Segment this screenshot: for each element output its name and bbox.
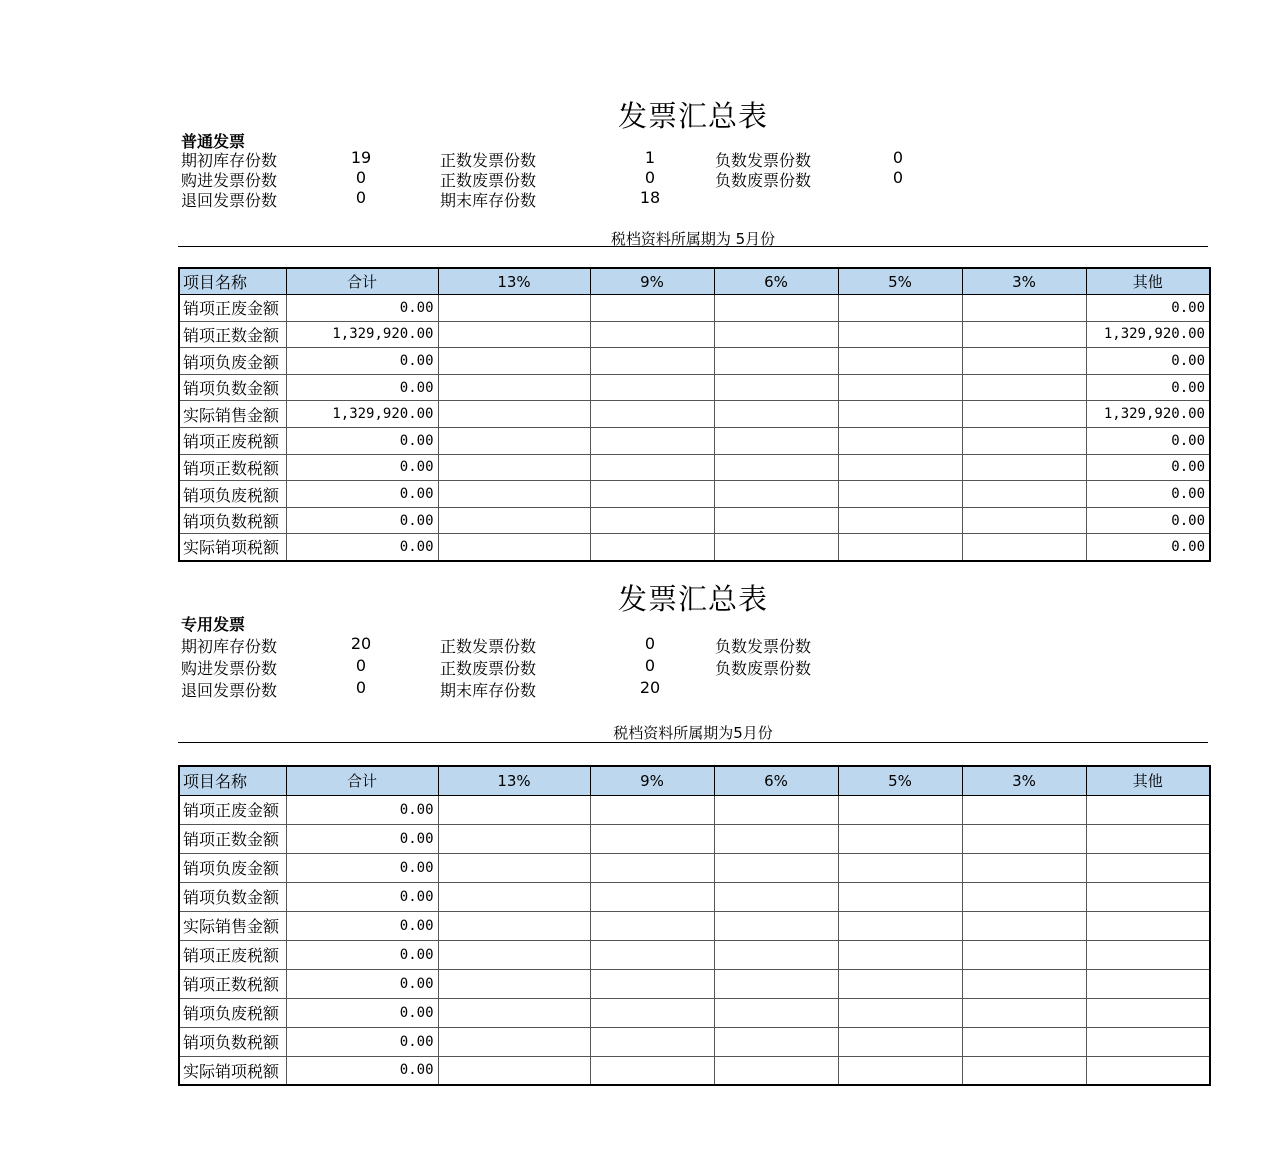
row-label: 实际销项税额 <box>179 534 286 561</box>
table-row <box>179 374 1210 401</box>
column-header: 6% <box>714 268 838 295</box>
stat-label: 负数发票份数 <box>715 637 812 656</box>
cell-6pct <box>714 882 838 911</box>
stat-label: 期末库存份数 <box>440 681 537 700</box>
cell-9pct <box>590 998 714 1027</box>
column-header: 其他 <box>1086 766 1210 795</box>
cell-13pct <box>438 401 590 428</box>
cell-9pct <box>590 374 714 401</box>
cell-13pct <box>438 795 590 824</box>
cell-6pct <box>714 295 838 322</box>
cell-other <box>1086 1027 1210 1056</box>
cell-5pct <box>838 481 962 508</box>
cell-6pct <box>714 428 838 455</box>
cell-other <box>1086 1056 1210 1085</box>
cell-3pct <box>962 374 1086 401</box>
cell-6pct <box>714 1056 838 1085</box>
row-label: 销项负数税额 <box>179 507 286 534</box>
row-label: 销项负数金额 <box>179 882 286 911</box>
cell-5pct <box>838 295 962 322</box>
stat-value: 20 <box>350 634 372 653</box>
stat-label: 负数发票份数 <box>715 151 812 170</box>
column-header: 9% <box>590 268 714 295</box>
cell-total: 0.00 <box>286 374 438 401</box>
cell-9pct <box>590 1056 714 1085</box>
row-label: 销项正废税额 <box>179 428 286 455</box>
column-header: 项目名称 <box>179 268 286 295</box>
stat-label: 退回发票份数 <box>181 681 278 700</box>
cell-9pct <box>590 940 714 969</box>
cell-other <box>1086 998 1210 1027</box>
cell-3pct <box>962 295 1086 322</box>
cell-13pct <box>438 940 590 969</box>
cell-9pct <box>590 428 714 455</box>
stat-label: 购进发票份数 <box>181 171 278 190</box>
cell-13pct <box>438 824 590 853</box>
cell-5pct <box>838 348 962 375</box>
cell-5pct <box>838 940 962 969</box>
cell-3pct <box>962 882 1086 911</box>
column-header: 项目名称 <box>179 766 286 795</box>
cell-total: 0.00 <box>286 1056 438 1085</box>
cell-3pct <box>962 911 1086 940</box>
cell-total: 0.00 <box>286 882 438 911</box>
cell-5pct <box>838 911 962 940</box>
table-row <box>179 911 1210 940</box>
row-label: 实际销项税额 <box>179 1056 286 1085</box>
cell-5pct <box>838 969 962 998</box>
table-row <box>179 454 1210 481</box>
cell-13pct <box>438 534 590 561</box>
stat-value: 0 <box>892 148 904 167</box>
stat-label: 期初库存份数 <box>181 637 278 656</box>
summary-table-1 <box>178 267 1211 562</box>
divider <box>178 246 1208 247</box>
cell-9pct <box>590 348 714 375</box>
cell-other: 1,329,920.00 <box>1086 401 1210 428</box>
column-header: 5% <box>838 766 962 795</box>
cell-3pct <box>962 1056 1086 1085</box>
row-label: 实际销售金额 <box>179 911 286 940</box>
cell-total: 0.00 <box>286 969 438 998</box>
table-row <box>179 401 1210 428</box>
stat-value: 1 <box>644 148 656 167</box>
cell-other: 0.00 <box>1086 507 1210 534</box>
cell-other <box>1086 882 1210 911</box>
cell-total: 0.00 <box>286 1027 438 1056</box>
cell-other <box>1086 911 1210 940</box>
row-label: 销项负废税额 <box>179 481 286 508</box>
row-label: 销项正废金额 <box>179 295 286 322</box>
cell-6pct <box>714 853 838 882</box>
cell-13pct <box>438 1027 590 1056</box>
table-header-row <box>179 268 1210 295</box>
cell-total: 0.00 <box>286 428 438 455</box>
cell-6pct <box>714 534 838 561</box>
row-label: 销项正数税额 <box>179 454 286 481</box>
cell-other: 0.00 <box>1086 295 1210 322</box>
cell-13pct <box>438 348 590 375</box>
cell-total: 0.00 <box>286 940 438 969</box>
cell-13pct <box>438 295 590 322</box>
stat-label: 正数废票份数 <box>440 659 537 678</box>
stat-value: 0 <box>355 168 367 187</box>
cell-3pct <box>962 534 1086 561</box>
period-label-1: 税档资料所属期为 5月份 <box>610 230 776 248</box>
cell-other: 0.00 <box>1086 428 1210 455</box>
stat-label: 购进发票份数 <box>181 659 278 678</box>
row-label: 销项正数税额 <box>179 969 286 998</box>
cell-6pct <box>714 1027 838 1056</box>
cell-6pct <box>714 481 838 508</box>
row-label: 销项正废金额 <box>179 795 286 824</box>
cell-3pct <box>962 824 1086 853</box>
cell-9pct <box>590 481 714 508</box>
cell-6pct <box>714 969 838 998</box>
invoice-type-label-1: 普通发票 <box>181 132 246 151</box>
cell-3pct <box>962 998 1086 1027</box>
cell-9pct <box>590 882 714 911</box>
cell-5pct <box>838 374 962 401</box>
cell-other: 0.00 <box>1086 348 1210 375</box>
cell-other: 0.00 <box>1086 374 1210 401</box>
cell-9pct <box>590 507 714 534</box>
cell-5pct <box>838 454 962 481</box>
cell-6pct <box>714 940 838 969</box>
cell-6pct <box>714 321 838 348</box>
cell-6pct <box>714 401 838 428</box>
cell-other <box>1086 853 1210 882</box>
cell-total: 0.00 <box>286 348 438 375</box>
page-title-2: 发票汇总表 <box>617 582 768 616</box>
cell-total: 1,329,920.00 <box>286 401 438 428</box>
cell-9pct <box>590 911 714 940</box>
row-label: 销项负数税额 <box>179 1027 286 1056</box>
cell-5pct <box>838 998 962 1027</box>
cell-6pct <box>714 824 838 853</box>
row-label: 销项正数金额 <box>179 824 286 853</box>
stat-value: 19 <box>350 148 372 167</box>
row-label: 销项正数金额 <box>179 321 286 348</box>
cell-5pct <box>838 534 962 561</box>
table-row <box>179 534 1210 561</box>
stat-value: 20 <box>639 678 661 697</box>
cell-3pct <box>962 321 1086 348</box>
cell-9pct <box>590 454 714 481</box>
cell-9pct <box>590 824 714 853</box>
cell-5pct <box>838 853 962 882</box>
table-row <box>179 795 1210 824</box>
cell-13pct <box>438 454 590 481</box>
stat-label: 期初库存份数 <box>181 151 278 170</box>
cell-9pct <box>590 1027 714 1056</box>
column-header: 其他 <box>1086 268 1210 295</box>
cell-13pct <box>438 998 590 1027</box>
table-row <box>179 998 1210 1027</box>
stat-value: 0 <box>644 656 656 675</box>
cell-5pct <box>838 882 962 911</box>
cell-9pct <box>590 321 714 348</box>
stat-label: 正数发票份数 <box>440 637 537 656</box>
cell-other <box>1086 969 1210 998</box>
cell-9pct <box>590 295 714 322</box>
column-header: 3% <box>962 268 1086 295</box>
cell-total: 0.00 <box>286 853 438 882</box>
cell-other: 1,329,920.00 <box>1086 321 1210 348</box>
cell-other: 0.00 <box>1086 481 1210 508</box>
cell-other <box>1086 795 1210 824</box>
cell-5pct <box>838 428 962 455</box>
cell-total: 0.00 <box>286 295 438 322</box>
cell-total: 0.00 <box>286 824 438 853</box>
column-header: 13% <box>438 268 590 295</box>
column-header: 9% <box>590 766 714 795</box>
summary-table-2 <box>178 765 1211 1086</box>
cell-3pct <box>962 969 1086 998</box>
cell-13pct <box>438 507 590 534</box>
cell-13pct <box>438 853 590 882</box>
table-row <box>179 348 1210 375</box>
cell-total: 0.00 <box>286 998 438 1027</box>
cell-3pct <box>962 454 1086 481</box>
cell-6pct <box>714 911 838 940</box>
cell-total: 0.00 <box>286 454 438 481</box>
cell-3pct <box>962 401 1086 428</box>
period-label-2: 税档资料所属期为5月份 <box>613 724 773 742</box>
cell-total: 0.00 <box>286 481 438 508</box>
table-row <box>179 969 1210 998</box>
cell-9pct <box>590 795 714 824</box>
cell-total: 0.00 <box>286 534 438 561</box>
stat-label: 负数废票份数 <box>715 171 812 190</box>
cell-6pct <box>714 374 838 401</box>
stat-value: 18 <box>639 188 661 207</box>
cell-13pct <box>438 1056 590 1085</box>
cell-13pct <box>438 374 590 401</box>
column-header: 合计 <box>286 268 438 295</box>
cell-other: 0.00 <box>1086 454 1210 481</box>
table-row <box>179 295 1210 322</box>
row-label: 销项负废税额 <box>179 998 286 1027</box>
cell-3pct <box>962 940 1086 969</box>
column-header: 合计 <box>286 766 438 795</box>
cell-9pct <box>590 401 714 428</box>
row-label: 销项负数金额 <box>179 374 286 401</box>
cell-13pct <box>438 882 590 911</box>
cell-3pct <box>962 428 1086 455</box>
stat-value: 0 <box>355 678 367 697</box>
stat-value: 0 <box>892 168 904 187</box>
stat-label: 负数废票份数 <box>715 659 812 678</box>
table-row <box>179 882 1210 911</box>
cell-3pct <box>962 481 1086 508</box>
cell-9pct <box>590 534 714 561</box>
table-row <box>179 824 1210 853</box>
stat-label: 正数废票份数 <box>440 171 537 190</box>
stat-label: 期末库存份数 <box>440 191 537 210</box>
cell-3pct <box>962 795 1086 824</box>
cell-9pct <box>590 969 714 998</box>
page-title-1: 发票汇总表 <box>617 99 768 133</box>
cell-5pct <box>838 795 962 824</box>
cell-other: 0.00 <box>1086 534 1210 561</box>
table-header-row <box>179 766 1210 795</box>
row-label: 销项正废税额 <box>179 940 286 969</box>
cell-5pct <box>838 401 962 428</box>
cell-6pct <box>714 454 838 481</box>
cell-other <box>1086 940 1210 969</box>
cell-9pct <box>590 853 714 882</box>
cell-3pct <box>962 348 1086 375</box>
column-header: 5% <box>838 268 962 295</box>
cell-total: 0.00 <box>286 507 438 534</box>
cell-5pct <box>838 507 962 534</box>
stat-label: 正数发票份数 <box>440 151 537 170</box>
stat-value: 0 <box>644 168 656 187</box>
table-row <box>179 481 1210 508</box>
cell-5pct <box>838 1027 962 1056</box>
column-header: 3% <box>962 766 1086 795</box>
cell-6pct <box>714 795 838 824</box>
divider <box>178 742 1208 743</box>
table-row <box>179 853 1210 882</box>
table-row <box>179 940 1210 969</box>
cell-total: 1,329,920.00 <box>286 321 438 348</box>
cell-13pct <box>438 969 590 998</box>
table-row <box>179 507 1210 534</box>
table-row <box>179 1027 1210 1056</box>
cell-6pct <box>714 998 838 1027</box>
cell-5pct <box>838 321 962 348</box>
cell-3pct <box>962 853 1086 882</box>
stat-value: 0 <box>355 656 367 675</box>
cell-6pct <box>714 507 838 534</box>
cell-3pct <box>962 507 1086 534</box>
cell-3pct <box>962 1027 1086 1056</box>
cell-6pct <box>714 348 838 375</box>
cell-total: 0.00 <box>286 795 438 824</box>
cell-other <box>1086 824 1210 853</box>
cell-5pct <box>838 824 962 853</box>
row-label: 实际销售金额 <box>179 401 286 428</box>
row-label: 销项负废金额 <box>179 348 286 375</box>
row-label: 销项负废金额 <box>179 853 286 882</box>
invoice-type-label-2: 专用发票 <box>181 615 246 634</box>
cell-13pct <box>438 428 590 455</box>
stat-label: 退回发票份数 <box>181 191 278 210</box>
cell-13pct <box>438 321 590 348</box>
table-row <box>179 321 1210 348</box>
table-row <box>179 1056 1210 1085</box>
table-row <box>179 428 1210 455</box>
stat-value: 0 <box>644 634 656 653</box>
cell-5pct <box>838 1056 962 1085</box>
cell-13pct <box>438 481 590 508</box>
column-header: 13% <box>438 766 590 795</box>
stat-value: 0 <box>355 188 367 207</box>
column-header: 6% <box>714 766 838 795</box>
cell-13pct <box>438 911 590 940</box>
cell-total: 0.00 <box>286 911 438 940</box>
